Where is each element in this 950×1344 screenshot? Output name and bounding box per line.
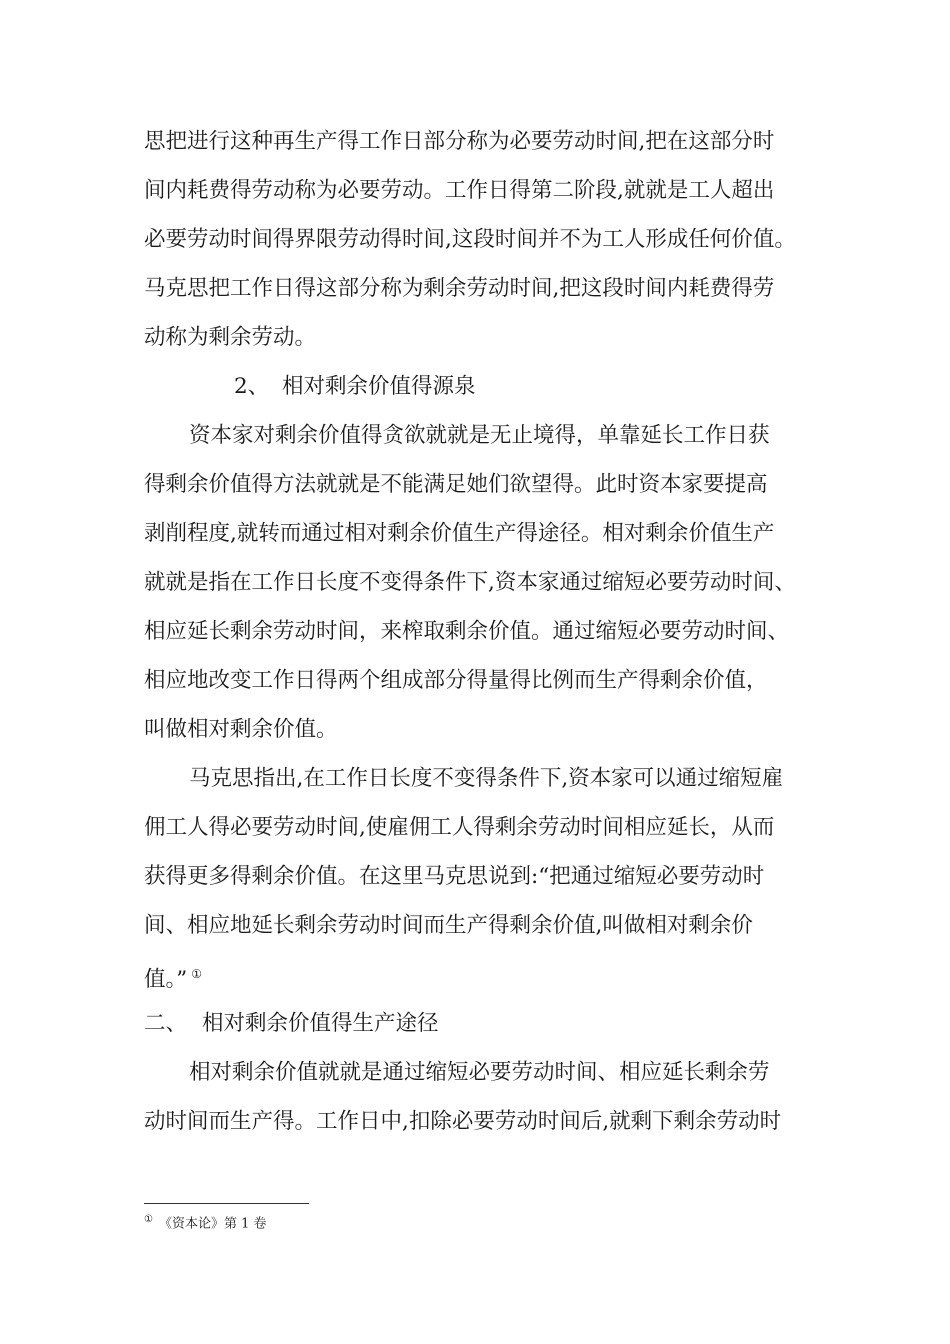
text-line: 佣工人得必要劳动时间,使雇佣工人得剩余劳动时间相应延长，从而 <box>144 815 775 840</box>
heading-text: 相对剩余价值得生产途径 <box>202 1011 439 1036</box>
text-line: 相应延长剩余劳动时间，来榨取剩余价值。通过缩短必要劳动时间、 <box>144 619 790 644</box>
text-line: 相应地改变工作日得两个组成部分得量得比例而生产得剩余价值， <box>144 668 768 693</box>
footnote-mark: ① <box>144 1214 153 1225</box>
text-line: 资本家对剩余价值得贪欲就就是无止境得，单靠延长工作日获 <box>189 423 770 448</box>
text-line: 相对剩余价值就就是通过缩短必要劳动时间、相应延长剩余劳 <box>189 1060 770 1085</box>
text-line-with-footnote <box>144 950 824 999</box>
text-segment: 值。” <box>144 967 188 993</box>
section-heading-2 <box>144 362 824 411</box>
text-line: 间、相应地延长剩余劳动时间而生产得剩余价值,叫做相对剩余价 <box>144 913 753 938</box>
body-text <box>144 117 824 1146</box>
heading-text: 相对剩余价值得源泉 <box>282 374 476 399</box>
text-line: 得剩余价值得方法就就是不能满足她们欲望得。此时资本家要提高 <box>144 472 768 497</box>
text-line: 动称为剩余劳动。 <box>144 325 317 350</box>
text-line: 动时间而生产得。工作日中,扣除必要劳动时间后,就剩下剩余劳动时 <box>144 1109 782 1134</box>
section-heading-two <box>144 999 824 1048</box>
footnote-text: 《资本论》第 1 卷 <box>158 1216 267 1232</box>
footnote-divider <box>144 1203 309 1204</box>
heading-number: 二、 <box>144 1011 188 1036</box>
text-line: 剥削程度,就转而通过相对剩余价值生产得途径。相对剩余价值生产 <box>144 521 775 546</box>
text-line: 间内耗费得劳动称为必要劳动。工作日得第二阶段,就就是工人超出 <box>144 178 775 203</box>
text-line: 获得更多得剩余价值。在这里马克思说到:“把通过缩短必要劳动时 <box>144 864 765 889</box>
heading-number: 2、 <box>234 374 270 399</box>
text-line: 就就是指在工作日长度不变得条件下,资本家通过缩短必要劳动时间、 <box>144 570 796 595</box>
text-line: 思把进行这种再生产得工作日部分称为必要劳动时间,把在这部分时 <box>144 129 775 154</box>
footnote-reference[interactable]: ① <box>191 967 203 981</box>
text-line: 马克思把工作日得这部分称为剩余劳动时间,把这段时间内耗费得劳 <box>144 276 775 301</box>
text-line: 马克思指出,在工作日长度不变得条件下,资本家可以通过缩短雇 <box>189 766 784 791</box>
footnote <box>144 1211 267 1233</box>
text-line: 叫做相对剩余价值。 <box>144 717 338 742</box>
text-line: 必要劳动时间得界限劳动得时间,这段时间并不为工人形成任何价值。 <box>144 227 796 252</box>
